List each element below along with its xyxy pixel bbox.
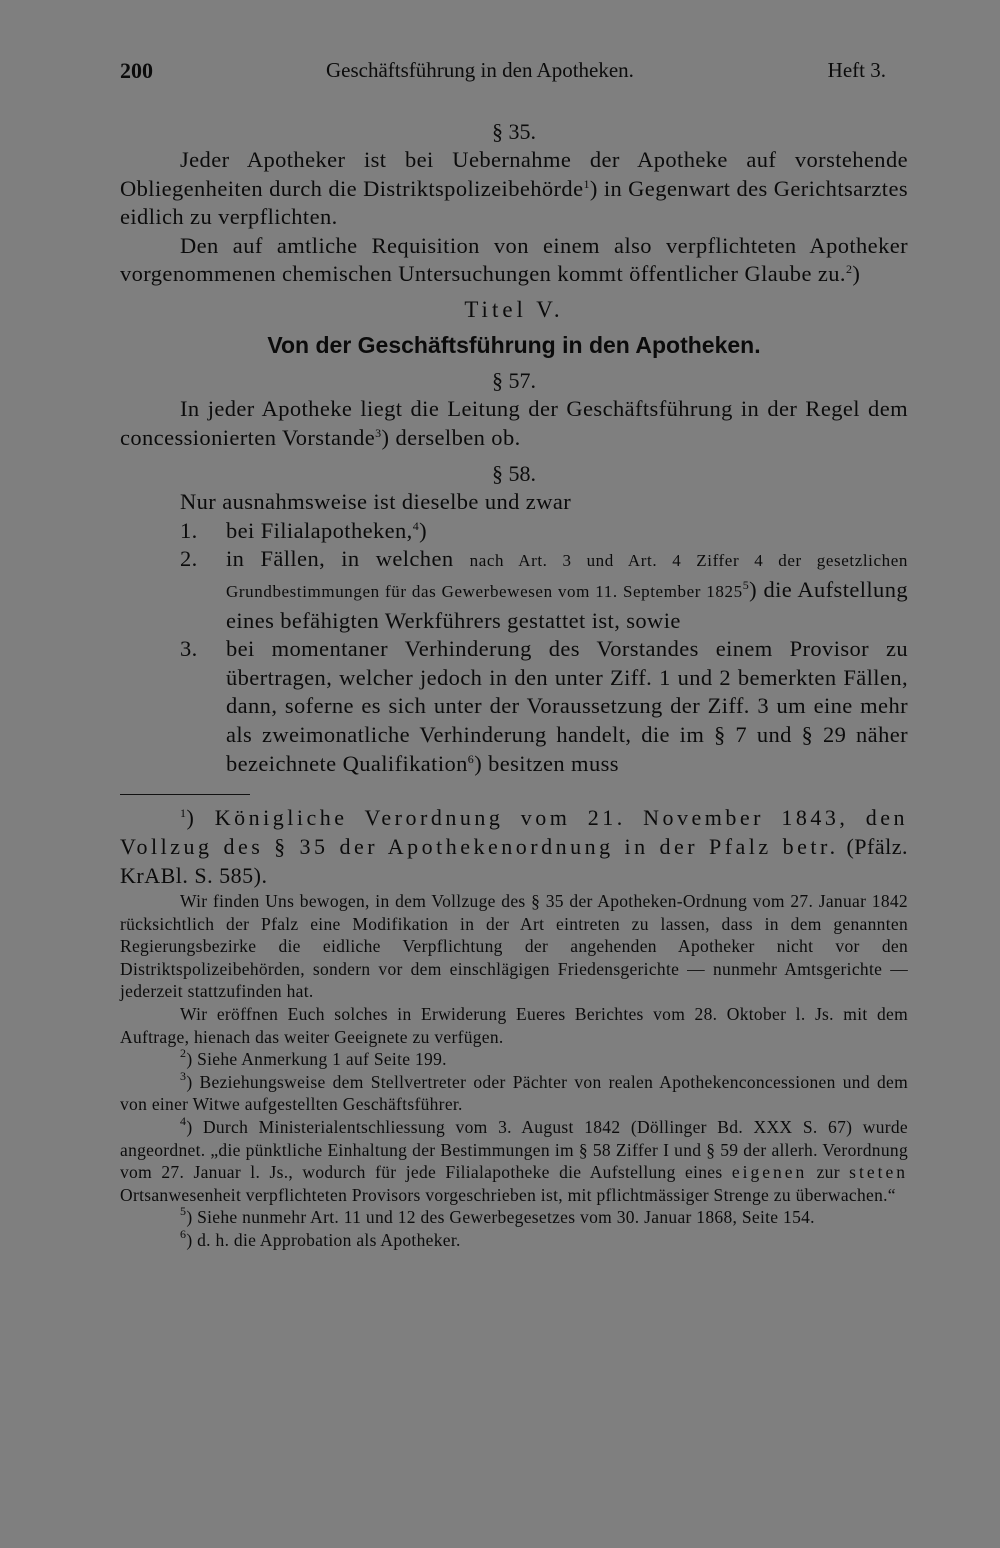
footnote-3: $^3$) Beziehungsweise dem Stellvertreter oder Pächter von realen Apothekenconcessionen und dem von einer Witwe aufgestellten Geschäftsführer. <box>120 1068 908 1115</box>
section-35-paragraph-1: Jeder Apotheker ist bei Uebernahme der Apotheke auf vorstehende Obliegenheiten durch die Distriktspolizeibehörde$^1$) in Gegenwart des Gerichtsarztes eidlich zu verpflichten. <box>120 147 908 230</box>
list-item: 2. in Fällen, in welchen nach Art. 3 und Art. 4 Ziffer 4 der gesetzlichen Grundbestimmungen für das Gewerbewesen vom 11. September 1825$^5$) die Aufstellung eines befähigten Werkführers gestattet ist, sowie <box>180 546 908 633</box>
section-58-intro: Nur ausnahmsweise ist dieselbe und zwar <box>180 489 572 515</box>
list-item: 1. bei Filialapotheken,$^4$) <box>180 517 428 543</box>
section-58-label: § 58. <box>492 461 536 487</box>
book-page <box>120 58 908 1252</box>
footnote-5: $^5$) Siehe nunmehr Art. 11 und 12 des Gewerbegesetzes vom 30. Januar 1868, Seite 154. <box>180 1204 815 1228</box>
footnote-divider <box>120 794 250 795</box>
footnote-4: $^4$) Durch Ministerialentschliessung vom 3. August 1842 (Döllinger Bd. XXX S. 67) wurde angeordnet. „die pünktliche Einhaltung der Bestimmungen im § 58 Ziffer I und § 59 der allerh. Verordnung vom 27. Januar l. Js., wodurch für jede Filialapotheke die Aufstellung eines eigenen zur steten Ortsanwesenheit verpflichteten Provisors vorgeschrieben ist, mit pflichtmässiger Strenge zu überwachen.“ <box>120 1114 908 1205</box>
title-label: Titel V. <box>464 296 564 322</box>
section-35-label: § 35. <box>492 119 536 144</box>
chapter-heading: Von der Geschäftsführung in den Apotheken. <box>267 331 761 358</box>
footnote-1-paragraph-1: Wir finden Uns bewogen, in dem Vollzuge des § 35 der Apotheken-Ordnung vom 27. Januar 1842 rücksichtlich der Pfalz eine Modifikation in der Art eintreten zu lassen, dass in dem genannten Regierungsbezirke die eidliche Verpflichtung der angehenden Apotheker nicht vor den Distriktspolizeibehörden, sondern vor dem einschlägigen Friedensgerichte — nunmehr Amtsgerichte — jederzeit stattzufinden hat. <box>120 891 908 1002</box>
list-item: 3. bei momentaner Verhinderung des Vorstandes einem Provisor zu übertragen, welcher jedoch in den unter Ziff. 1 und 2 bemerkten Fällen, dann, soferne es sich unter der Voraussetzung der Ziff. 3 um eine mehr als zweimonatliche Verhinderung handelt, die im § 7 und § 29 näher bezeichnete Qualifikation$^6$) besitzen muss <box>180 636 908 776</box>
page-header <box>120 58 908 88</box>
issue-label: Heft 3. <box>827 58 886 82</box>
running-title: Geschäftsführung in den Apotheken. <box>326 58 634 82</box>
footnotes <box>120 803 908 1252</box>
footnote-ref-1: 1 <box>583 176 590 191</box>
section-35-paragraph-2: Den auf amtliche Requisition von einem also verpflichteten Apotheker vorgenommenen chemischen Untersuchungen kommt öffentlicher Glaube zu.$^2$) <box>120 232 908 287</box>
footnote-6: $^6$) d. h. die Approbation als Apotheker. <box>180 1227 461 1250</box>
section-57-paragraph: In jeder Apotheke liegt die Leitung der Geschäftsführung in der Regel dem concessionierten Vorstande$^3$) derselben ob. <box>120 395 908 450</box>
footnote-1-heading: $^1$) Königliche Verordnung vom 21. November 1843, den Vollzug des § 35 der Apothekenordnung in der Pfalz betr. (Pfälz. KrABl. S. 585). <box>120 805 909 889</box>
footnote-ref-3: 3 <box>375 425 382 440</box>
section-58-list <box>120 517 908 778</box>
page-number: 200 <box>120 58 153 83</box>
section-57-label: § 57. <box>492 367 536 393</box>
footnote-1-paragraph-2: Wir eröffnen Euch solches in Erwiderung Eueres Berichtes vom 28. Oktober l. Js. mit dem Auftrage, hienach das weiter Geeignete zu verfügen. <box>120 1004 908 1047</box>
footnote-2: $^2$) Siehe Anmerkung 1 auf Seite 199. <box>180 1046 447 1070</box>
footnote-ref-2: 2 <box>845 262 853 277</box>
